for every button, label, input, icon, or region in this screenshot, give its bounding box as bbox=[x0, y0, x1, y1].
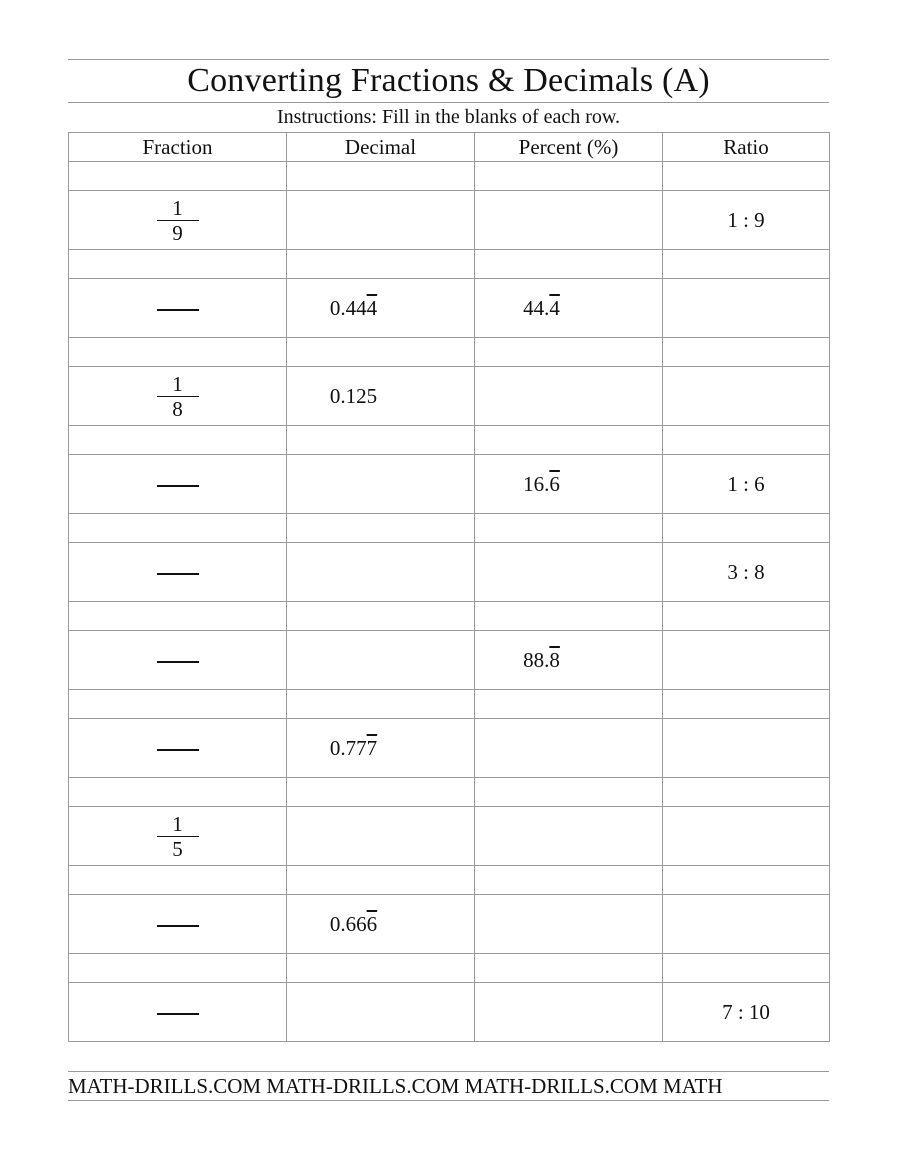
spacer-cell bbox=[287, 338, 475, 367]
decimal-repeating-digit: 4 bbox=[366, 295, 378, 320]
table-row bbox=[69, 983, 830, 1042]
spacer-row bbox=[69, 426, 830, 455]
header-fraction: Fraction bbox=[69, 133, 287, 162]
spacer-row bbox=[69, 954, 830, 983]
fraction-numerator: 1 bbox=[172, 811, 183, 836]
spacer-cell bbox=[663, 690, 830, 719]
spacer-cell bbox=[69, 250, 287, 279]
fraction-cell[interactable] bbox=[69, 983, 287, 1042]
spacer-cell bbox=[69, 866, 287, 895]
ratio-cell bbox=[663, 455, 830, 514]
fraction-blank-line[interactable] bbox=[157, 485, 199, 487]
spacer-cell bbox=[287, 162, 475, 191]
spacer-row bbox=[69, 602, 830, 631]
fraction-blank-line[interactable] bbox=[157, 925, 199, 927]
spacer-row bbox=[69, 866, 830, 895]
percent-cell bbox=[475, 455, 663, 514]
decimal-repeating-digit: 6 bbox=[366, 911, 378, 936]
spacer-row bbox=[69, 690, 830, 719]
spacer-cell bbox=[663, 954, 830, 983]
worksheet-table bbox=[68, 132, 830, 1042]
decimal-cell[interactable] bbox=[287, 455, 475, 514]
spacer-cell bbox=[475, 338, 663, 367]
fraction-cell bbox=[69, 367, 287, 426]
fraction-cell[interactable] bbox=[69, 631, 287, 690]
decimal-cell bbox=[287, 895, 475, 954]
spacer-cell bbox=[287, 690, 475, 719]
table-row bbox=[69, 367, 830, 426]
spacer-cell bbox=[69, 954, 287, 983]
ratio-cell bbox=[663, 983, 830, 1042]
spacer-cell bbox=[287, 250, 475, 279]
fraction-blank-line[interactable] bbox=[157, 573, 199, 575]
decimal-repeating-digit: 7 bbox=[366, 735, 378, 760]
ratio-cell[interactable] bbox=[663, 279, 830, 338]
decimal-digits: 0.125 bbox=[329, 383, 378, 408]
header-row bbox=[69, 133, 830, 162]
spacer-cell bbox=[69, 162, 287, 191]
decimal-digits: 0.44 bbox=[329, 295, 367, 320]
spacer-cell bbox=[69, 778, 287, 807]
table-row bbox=[69, 719, 830, 778]
table-row bbox=[69, 631, 830, 690]
decimal-value bbox=[330, 736, 377, 761]
header-ratio: Ratio bbox=[663, 133, 830, 162]
spacer-cell bbox=[663, 602, 830, 631]
fraction-cell[interactable] bbox=[69, 543, 287, 602]
decimal-cell[interactable] bbox=[287, 631, 475, 690]
fraction-cell[interactable] bbox=[69, 719, 287, 778]
fraction-numerator: 1 bbox=[172, 371, 183, 396]
ratio-cell[interactable] bbox=[663, 895, 830, 954]
header-decimal: Decimal bbox=[287, 133, 475, 162]
spacer-row bbox=[69, 514, 830, 543]
spacer-cell bbox=[475, 250, 663, 279]
ratio-value: 1 : 6 bbox=[727, 471, 765, 496]
spacer-cell bbox=[663, 514, 830, 543]
header-percent: Percent (%) bbox=[475, 133, 663, 162]
spacer-cell bbox=[475, 954, 663, 983]
percent-repeating-digit: 4 bbox=[549, 295, 560, 320]
fraction-cell bbox=[69, 191, 287, 250]
spacer-cell bbox=[475, 866, 663, 895]
percent-cell bbox=[475, 279, 663, 338]
spacer-cell bbox=[475, 514, 663, 543]
fraction-blank-line[interactable] bbox=[157, 661, 199, 663]
spacer-cell bbox=[663, 778, 830, 807]
spacer-cell bbox=[287, 866, 475, 895]
page-title: Converting Fractions & Decimals (A) bbox=[187, 62, 710, 99]
spacer-cell bbox=[69, 514, 287, 543]
footer-bottom-rule bbox=[68, 1100, 829, 1101]
fraction-blank-line[interactable] bbox=[157, 1013, 199, 1015]
spacer-row bbox=[69, 162, 830, 191]
percent-value bbox=[523, 296, 560, 321]
ratio-cell bbox=[663, 191, 830, 250]
ratio-cell[interactable] bbox=[663, 807, 830, 866]
spacer-cell bbox=[287, 602, 475, 631]
percent-value bbox=[523, 648, 560, 673]
decimal-value bbox=[330, 296, 377, 321]
spacer-row bbox=[69, 338, 830, 367]
percent-digits: 16. bbox=[523, 471, 550, 496]
footer-watermark: MATH-DRILLS.COM MATH-DRILLS.COM MATH-DRILLS.COM MATH bbox=[68, 1074, 723, 1098]
percent-repeating-digit: 8 bbox=[549, 647, 560, 672]
percent-cell[interactable] bbox=[475, 895, 663, 954]
table-body bbox=[69, 162, 830, 1042]
ratio-cell bbox=[663, 543, 830, 602]
decimal-cell[interactable] bbox=[287, 983, 475, 1042]
decimal-digits: 0.66 bbox=[329, 911, 367, 936]
spacer-cell bbox=[663, 338, 830, 367]
percent-cell[interactable] bbox=[475, 983, 663, 1042]
fraction-blank-line[interactable] bbox=[157, 749, 199, 751]
fraction-numerator: 1 bbox=[172, 195, 183, 220]
table-row bbox=[69, 543, 830, 602]
spacer-row bbox=[69, 250, 830, 279]
spacer-cell bbox=[475, 162, 663, 191]
fraction bbox=[157, 812, 199, 861]
ratio-value: 1 : 9 bbox=[727, 207, 765, 232]
percent-cell[interactable] bbox=[475, 367, 663, 426]
fraction-cell[interactable] bbox=[69, 279, 287, 338]
percent-cell[interactable] bbox=[475, 719, 663, 778]
table-row bbox=[69, 279, 830, 338]
spacer-cell bbox=[287, 954, 475, 983]
decimal-cell bbox=[287, 367, 475, 426]
percent-cell[interactable] bbox=[475, 543, 663, 602]
decimal-cell bbox=[287, 279, 475, 338]
spacer-cell bbox=[663, 162, 830, 191]
percent-cell[interactable] bbox=[475, 191, 663, 250]
percent-digits: 44. bbox=[523, 295, 550, 320]
ratio-value: 7 : 10 bbox=[722, 999, 770, 1024]
fraction-cell[interactable] bbox=[69, 895, 287, 954]
ratio-cell[interactable] bbox=[663, 367, 830, 426]
fraction-denominator: 9 bbox=[172, 220, 183, 245]
decimal-value bbox=[330, 912, 377, 937]
table-row bbox=[69, 455, 830, 514]
percent-digits: 88. bbox=[523, 647, 550, 672]
fraction-denominator: 5 bbox=[172, 836, 183, 861]
spacer-cell bbox=[287, 426, 475, 455]
decimal-digits: 0.77 bbox=[329, 735, 367, 760]
spacer-cell bbox=[475, 602, 663, 631]
table-row bbox=[69, 191, 830, 250]
ratio-cell[interactable] bbox=[663, 631, 830, 690]
table-row bbox=[69, 895, 830, 954]
spacer-cell bbox=[69, 426, 287, 455]
decimal-cell[interactable] bbox=[287, 191, 475, 250]
spacer-row bbox=[69, 778, 830, 807]
decimal-value bbox=[330, 384, 377, 409]
spacer-cell bbox=[663, 866, 830, 895]
spacer-cell bbox=[69, 602, 287, 631]
decimal-cell bbox=[287, 719, 475, 778]
table-row bbox=[69, 807, 830, 866]
percent-cell[interactable] bbox=[475, 807, 663, 866]
spacer-cell bbox=[475, 778, 663, 807]
decimal-cell[interactable] bbox=[287, 807, 475, 866]
spacer-cell bbox=[287, 778, 475, 807]
spacer-cell bbox=[663, 250, 830, 279]
ratio-cell[interactable] bbox=[663, 719, 830, 778]
fraction-cell[interactable] bbox=[69, 455, 287, 514]
percent-value bbox=[523, 472, 560, 497]
instructions: Instructions: Fill in the blanks of each row. bbox=[276, 106, 621, 128]
fraction-blank-line[interactable] bbox=[157, 309, 199, 311]
fraction bbox=[157, 372, 199, 421]
fraction-denominator: 8 bbox=[172, 396, 183, 421]
spacer-cell bbox=[287, 514, 475, 543]
spacer-cell bbox=[475, 426, 663, 455]
spacer-cell bbox=[475, 690, 663, 719]
fraction bbox=[157, 196, 199, 245]
fraction-cell bbox=[69, 807, 287, 866]
percent-cell bbox=[475, 631, 663, 690]
decimal-cell[interactable] bbox=[287, 543, 475, 602]
spacer-cell bbox=[69, 338, 287, 367]
spacer-cell bbox=[663, 426, 830, 455]
spacer-cell bbox=[69, 690, 287, 719]
percent-repeating-digit: 6 bbox=[549, 471, 560, 496]
ratio-value: 3 : 8 bbox=[727, 559, 765, 584]
